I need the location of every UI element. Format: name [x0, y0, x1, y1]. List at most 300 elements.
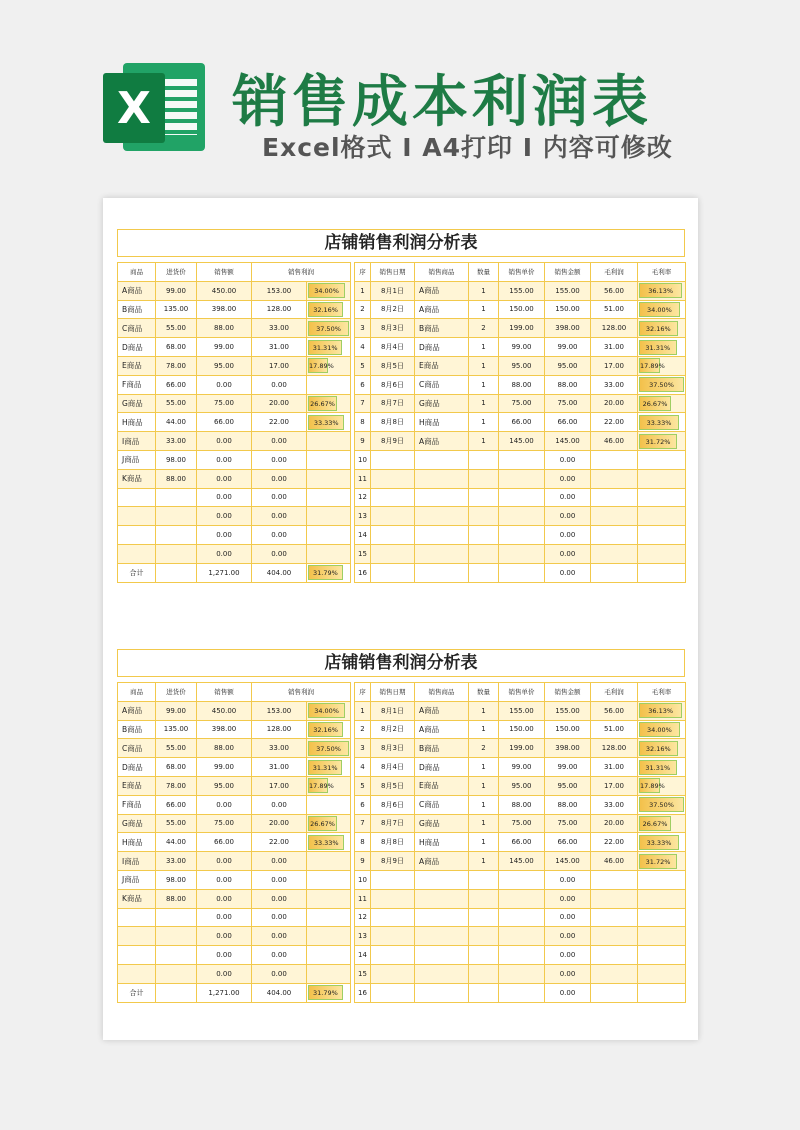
amount-cell: 398.00: [545, 739, 591, 758]
rate-cell: [638, 507, 686, 526]
date-cell: 8月2日: [371, 720, 415, 739]
qty-cell: 1: [469, 375, 499, 394]
qty-cell: 1: [469, 776, 499, 795]
sales-cell: 0.00: [197, 526, 252, 545]
column-header: 毛利润: [591, 263, 638, 282]
rate-bar: 31.31%: [308, 760, 342, 775]
table-row: [118, 946, 351, 965]
product-cell: [415, 488, 469, 507]
rate-cell: [638, 795, 686, 814]
table-row: [355, 375, 686, 394]
product-cell: [415, 983, 469, 1002]
cost-cell: [156, 964, 197, 983]
date-cell: 8月5日: [371, 776, 415, 795]
product-name: [118, 908, 156, 927]
gross-cell: [591, 927, 638, 946]
price-cell: 95.00: [499, 776, 545, 795]
date-cell: [371, 908, 415, 927]
cost-cell: [156, 526, 197, 545]
product-name: [118, 526, 156, 545]
product-cell: D商品: [415, 338, 469, 357]
total-sales: 1,271.00: [197, 983, 252, 1002]
cost-cell: 78.00: [156, 356, 197, 375]
table-row: [355, 394, 686, 413]
rate-cell: [307, 795, 351, 814]
table-row: [118, 795, 351, 814]
gross-cell: [591, 507, 638, 526]
product-name: A商品: [118, 701, 156, 720]
rate-cell: [307, 281, 351, 300]
amount-cell: 0.00: [545, 526, 591, 545]
rate-cell: [307, 544, 351, 563]
price-cell: 155.00: [499, 281, 545, 300]
rate-bar: 31.72%: [639, 434, 677, 449]
profit-cell: 128.00: [252, 300, 307, 319]
gross-cell: 17.00: [591, 776, 638, 795]
product-cell: [415, 908, 469, 927]
row-number: 12: [355, 488, 371, 507]
product-cell: [415, 469, 469, 488]
gross-cell: 22.00: [591, 833, 638, 852]
rate-bar: 31.31%: [308, 340, 342, 355]
column-header: 销售单价: [499, 263, 545, 282]
profit-cell: 0.00: [252, 870, 307, 889]
price-cell: 75.00: [499, 814, 545, 833]
table-row: [118, 927, 351, 946]
sales-cell: 95.00: [197, 356, 252, 375]
sales-cell: 0.00: [197, 507, 252, 526]
table-row: [355, 469, 686, 488]
rate-cell: [638, 814, 686, 833]
amount-cell: 95.00: [545, 776, 591, 795]
table-row: [118, 338, 351, 357]
cost-cell: 99.00: [156, 701, 197, 720]
profit-cell: 0.00: [252, 964, 307, 983]
table-row: [118, 833, 351, 852]
product-name: [118, 507, 156, 526]
rate-cell: [638, 526, 686, 545]
table-row: [118, 889, 351, 908]
column-header: 毛利润: [591, 683, 638, 702]
row-number: 6: [355, 375, 371, 394]
rate-cell: [638, 413, 686, 432]
price-cell: [499, 507, 545, 526]
gross-cell: [591, 983, 638, 1002]
amount-cell: 99.00: [545, 758, 591, 777]
product-cell: A商品: [415, 300, 469, 319]
gross-cell: 128.00: [591, 319, 638, 338]
sales-table-header: [355, 683, 686, 702]
rate-bar: 37.50%: [308, 741, 349, 756]
cost-cell: 98.00: [156, 870, 197, 889]
gross-cell: 46.00: [591, 432, 638, 451]
rate-cell: [638, 375, 686, 394]
qty-cell: 1: [469, 701, 499, 720]
qty-cell: [469, 946, 499, 965]
qty-cell: 1: [469, 413, 499, 432]
date-cell: 8月3日: [371, 319, 415, 338]
amount-cell: 0.00: [545, 927, 591, 946]
qty-cell: 1: [469, 833, 499, 852]
sales-cell: 0.00: [197, 908, 252, 927]
column-header: 销售商品: [415, 683, 469, 702]
date-cell: 8月7日: [371, 814, 415, 833]
rate-cell: [307, 964, 351, 983]
profit-cell: 33.00: [252, 739, 307, 758]
qty-cell: [469, 563, 499, 582]
cost-cell: 66.00: [156, 375, 197, 394]
rate-bar: 17.89%: [639, 778, 660, 793]
amount-cell: 88.00: [545, 375, 591, 394]
table-row: [355, 889, 686, 908]
rate-cell: [638, 319, 686, 338]
table-row: [118, 739, 351, 758]
rate-bar: 31.31%: [639, 340, 677, 355]
rate-cell: [307, 375, 351, 394]
gross-cell: [591, 544, 638, 563]
product-name: G商品: [118, 394, 156, 413]
table-row: [118, 488, 351, 507]
rate-cell: [638, 300, 686, 319]
profit-cell: 17.00: [252, 356, 307, 375]
rate-bar: 34.00%: [639, 722, 680, 737]
rate-cell: [307, 720, 351, 739]
product-name: D商品: [118, 758, 156, 777]
column-header: 进货价: [156, 683, 197, 702]
profit-cell: 0.00: [252, 795, 307, 814]
row-number: 1: [355, 701, 371, 720]
rate-bar: 34.00%: [308, 283, 345, 298]
rate-cell: [638, 758, 686, 777]
table-row: [118, 776, 351, 795]
sales-cell: 398.00: [197, 720, 252, 739]
table-row: [355, 927, 686, 946]
rate-cell: [307, 983, 351, 1002]
gross-cell: [591, 964, 638, 983]
product-name: J商品: [118, 450, 156, 469]
date-cell: 8月8日: [371, 413, 415, 432]
profit-cell: 20.00: [252, 814, 307, 833]
qty-cell: [469, 964, 499, 983]
product-cell: [415, 563, 469, 582]
qty-cell: 1: [469, 795, 499, 814]
rate-cell: [307, 300, 351, 319]
sales-cell: 99.00: [197, 758, 252, 777]
rate-bar: 34.00%: [639, 302, 680, 317]
price-cell: [499, 870, 545, 889]
profit-cell: 0.00: [252, 908, 307, 927]
date-cell: 8月1日: [371, 701, 415, 720]
amount-cell: 150.00: [545, 720, 591, 739]
gross-cell: [591, 946, 638, 965]
sheet-title: 店铺销售利润分析表: [117, 229, 685, 257]
rate-bar: 33.33%: [639, 835, 679, 850]
price-cell: 66.00: [499, 413, 545, 432]
sheet-2: [117, 649, 685, 998]
price-cell: [499, 964, 545, 983]
table-row: [118, 964, 351, 983]
rate-cell: [638, 394, 686, 413]
rate-bar: 33.33%: [639, 415, 679, 430]
product-cell: C商品: [415, 375, 469, 394]
total-cost: [156, 983, 197, 1002]
rate-cell: [638, 701, 686, 720]
table-row: [118, 413, 351, 432]
product-cell: [415, 946, 469, 965]
product-name: B商品: [118, 720, 156, 739]
rate-bar: 32.16%: [639, 741, 678, 756]
table-row: [355, 701, 686, 720]
profit-cell: 0.00: [252, 852, 307, 871]
rate-cell: [638, 488, 686, 507]
profit-cell: 128.00: [252, 720, 307, 739]
rate-cell: [307, 356, 351, 375]
table-row: [118, 281, 351, 300]
product-cell: A商品: [415, 432, 469, 451]
total-cost: [156, 563, 197, 582]
total-profit: 404.00: [252, 563, 307, 582]
table-row: [355, 870, 686, 889]
qty-cell: [469, 450, 499, 469]
cost-cell: [156, 946, 197, 965]
rate-bar: 31.79%: [308, 565, 343, 580]
gross-cell: 31.00: [591, 338, 638, 357]
table-row: [355, 946, 686, 965]
row-number: 3: [355, 739, 371, 758]
table-row: [118, 814, 351, 833]
rate-cell: [307, 526, 351, 545]
gross-cell: 20.00: [591, 814, 638, 833]
rate-cell: [638, 983, 686, 1002]
date-cell: 8月5日: [371, 356, 415, 375]
qty-cell: [469, 526, 499, 545]
amount-cell: 95.00: [545, 356, 591, 375]
column-header: 销售日期: [371, 263, 415, 282]
price-cell: [499, 927, 545, 946]
date-cell: 8月6日: [371, 795, 415, 814]
sales-cell: 0.00: [197, 432, 252, 451]
profit-cell: 153.00: [252, 281, 307, 300]
rate-bar: 31.72%: [639, 854, 677, 869]
sheet-title: 店铺销售利润分析表: [117, 649, 685, 677]
table-row: [355, 488, 686, 507]
amount-cell: 75.00: [545, 814, 591, 833]
qty-cell: [469, 507, 499, 526]
gross-cell: 46.00: [591, 852, 638, 871]
rate-cell: [638, 544, 686, 563]
rate-cell: [307, 469, 351, 488]
gross-cell: [591, 889, 638, 908]
date-cell: 8月4日: [371, 338, 415, 357]
product-cell: [415, 544, 469, 563]
gross-cell: 20.00: [591, 394, 638, 413]
product-table: [117, 262, 351, 583]
profit-cell: 0.00: [252, 946, 307, 965]
table-row: [118, 870, 351, 889]
rate-bar: 36.13%: [639, 283, 682, 298]
sales-cell: 0.00: [197, 964, 252, 983]
qty-cell: 1: [469, 852, 499, 871]
date-cell: 8月1日: [371, 281, 415, 300]
product-cell: B商品: [415, 319, 469, 338]
price-cell: 99.00: [499, 338, 545, 357]
sales-cell: 0.00: [197, 927, 252, 946]
product-name: A商品: [118, 281, 156, 300]
price-cell: [499, 488, 545, 507]
qty-cell: 1: [469, 356, 499, 375]
price-cell: 99.00: [499, 758, 545, 777]
date-cell: [371, 927, 415, 946]
cost-cell: 68.00: [156, 758, 197, 777]
sales-cell: 0.00: [197, 946, 252, 965]
table-row: [355, 964, 686, 983]
qty-cell: 1: [469, 758, 499, 777]
row-number: 7: [355, 394, 371, 413]
date-cell: 8月2日: [371, 300, 415, 319]
table-row: [118, 450, 351, 469]
qty-cell: [469, 927, 499, 946]
rate-cell: [307, 338, 351, 357]
amount-cell: 155.00: [545, 281, 591, 300]
rate-cell: [638, 946, 686, 965]
rate-cell: [307, 870, 351, 889]
profit-cell: 0.00: [252, 544, 307, 563]
price-cell: 95.00: [499, 356, 545, 375]
gross-cell: [591, 526, 638, 545]
product-cell: [415, 964, 469, 983]
profit-cell: 0.00: [252, 526, 307, 545]
price-cell: 145.00: [499, 432, 545, 451]
sales-table-header: [355, 263, 686, 282]
total-row: [118, 983, 351, 1002]
table-row: [355, 814, 686, 833]
amount-cell: 150.00: [545, 300, 591, 319]
sales-cell: 88.00: [197, 739, 252, 758]
price-cell: [499, 563, 545, 582]
amount-cell: 145.00: [545, 432, 591, 451]
sales-cell: 95.00: [197, 776, 252, 795]
gross-cell: 51.00: [591, 300, 638, 319]
amount-cell: 88.00: [545, 795, 591, 814]
row-number: 4: [355, 758, 371, 777]
row-number: 2: [355, 720, 371, 739]
sales-cell: 0.00: [197, 375, 252, 394]
sales-cell: 0.00: [197, 450, 252, 469]
sales-cell: 0.00: [197, 870, 252, 889]
amount-cell: 0.00: [545, 908, 591, 927]
rate-cell: [307, 814, 351, 833]
product-cell: A商品: [415, 852, 469, 871]
qty-cell: 1: [469, 394, 499, 413]
product-name: F商品: [118, 375, 156, 394]
table-row: [355, 432, 686, 451]
profit-cell: 0.00: [252, 375, 307, 394]
rate-cell: [307, 908, 351, 927]
price-cell: 150.00: [499, 720, 545, 739]
row-number: 7: [355, 814, 371, 833]
rate-bar: 17.89%: [639, 358, 660, 373]
excel-logo: [103, 57, 207, 157]
product-cell: H商品: [415, 833, 469, 852]
rate-bar: 34.00%: [308, 703, 345, 718]
rate-cell: [638, 469, 686, 488]
product-cell: [415, 927, 469, 946]
qty-cell: 1: [469, 432, 499, 451]
date-cell: [371, 544, 415, 563]
rate-cell: [638, 720, 686, 739]
price-cell: 88.00: [499, 375, 545, 394]
rate-cell: [307, 852, 351, 871]
sales-cell: 66.00: [197, 413, 252, 432]
row-number: 11: [355, 469, 371, 488]
gross-cell: [591, 469, 638, 488]
column-header: 商品: [118, 683, 156, 702]
profit-cell: 0.00: [252, 432, 307, 451]
amount-cell: 0.00: [545, 544, 591, 563]
price-cell: 145.00: [499, 852, 545, 871]
amount-cell: 145.00: [545, 852, 591, 871]
product-cell: D商品: [415, 758, 469, 777]
page-subtitle: Excel格式 I A4打印 I 内容可修改: [262, 133, 673, 162]
row-number: 8: [355, 413, 371, 432]
table-row: [118, 720, 351, 739]
rate-cell: [307, 394, 351, 413]
row-number: 13: [355, 927, 371, 946]
product-name: E商品: [118, 356, 156, 375]
table-row: [355, 720, 686, 739]
gross-cell: 56.00: [591, 281, 638, 300]
column-header: 数量: [469, 683, 499, 702]
cost-cell: 78.00: [156, 776, 197, 795]
table-row: [355, 338, 686, 357]
row-number: 9: [355, 852, 371, 871]
date-cell: [371, 469, 415, 488]
sales-table: [354, 262, 686, 583]
sales-cell: 450.00: [197, 701, 252, 720]
product-cell: A商品: [415, 720, 469, 739]
date-cell: 8月6日: [371, 375, 415, 394]
sheet-1: [117, 229, 685, 578]
column-header: 毛利率: [638, 683, 686, 702]
amount-cell: 66.00: [545, 413, 591, 432]
cost-cell: 98.00: [156, 450, 197, 469]
rate-cell: [638, 964, 686, 983]
sales-table: [354, 682, 686, 1003]
product-name: J商品: [118, 870, 156, 889]
sales-cell: 0.00: [197, 488, 252, 507]
rate-cell: [638, 776, 686, 795]
rate-bar: 32.16%: [308, 302, 343, 317]
product-cell: [415, 450, 469, 469]
qty-cell: [469, 983, 499, 1002]
cost-cell: 44.00: [156, 833, 197, 852]
rate-cell: [307, 889, 351, 908]
rate-cell: [307, 413, 351, 432]
cost-cell: [156, 544, 197, 563]
amount-cell: 0.00: [545, 870, 591, 889]
table-row: [118, 758, 351, 777]
rate-cell: [638, 927, 686, 946]
rate-bar: 37.50%: [639, 377, 684, 392]
sales-cell: 75.00: [197, 394, 252, 413]
product-name: I商品: [118, 852, 156, 871]
rate-cell: [307, 432, 351, 451]
profit-cell: 0.00: [252, 889, 307, 908]
column-header: 销售利润: [252, 263, 351, 282]
price-cell: [499, 889, 545, 908]
column-header: 销售额: [197, 263, 252, 282]
column-header: 销售金额: [545, 683, 591, 702]
